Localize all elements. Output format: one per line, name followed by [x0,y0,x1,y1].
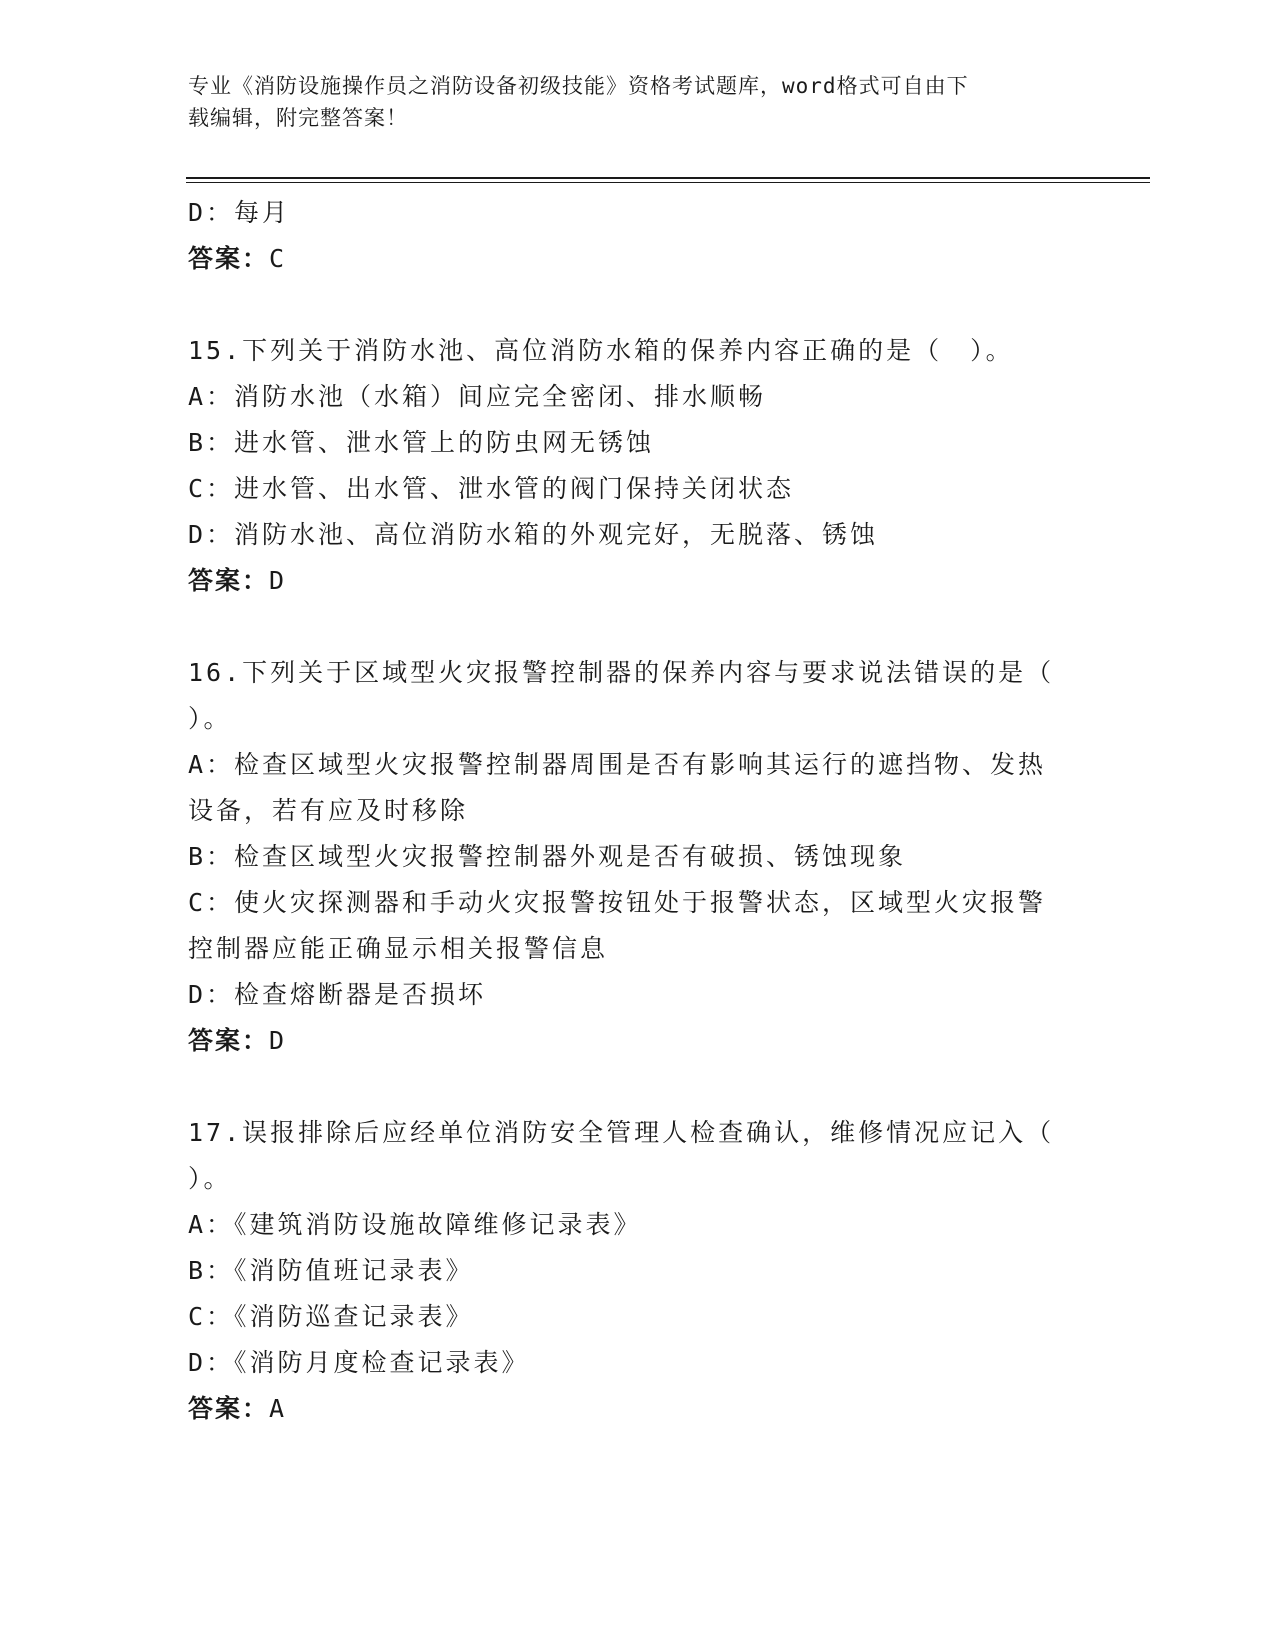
question-stem: 17.误报排除后应经单位消防安全管理人检查确认，维修情况应记入（ [188,1118,1055,1147]
header-line-2: 载编辑，附完整答案！ [188,106,408,130]
document-header [188,70,1068,134]
answer-label: 答案： [188,566,270,595]
answer-line [188,558,1068,604]
answer-line [188,1018,1068,1064]
question-16 [188,650,1068,1064]
option-d: D：消防水池、高位消防水箱的外观完好，无脱落、锈蚀 [188,520,879,549]
option-c: C：使火灾探测器和手动火灾报警按钮处于报警状态，区域型火灾报警 [188,888,1047,917]
document-body [188,190,1068,1432]
option-d: D：《消防月度检查记录表》 [188,1348,530,1377]
option-d: D：检查熔断器是否损坏 [188,980,487,1009]
question-stem: 16.下列关于区域型火灾报警控制器的保养内容与要求说法错误的是（ [188,658,1055,687]
answer-label: 答案： [188,1394,270,1423]
question-15 [188,328,1068,604]
option-b: B：检查区域型火灾报警控制器外观是否有破损、锈蚀现象 [188,842,907,871]
answer-value: D [269,566,287,595]
answer-value: C [269,244,287,273]
option-a: A：《建筑消防设施故障维修记录表》 [188,1210,642,1239]
option-c: C：《消防巡查记录表》 [188,1302,474,1331]
option-b: B：《消防值班记录表》 [188,1256,474,1285]
answer-label: 答案： [188,244,270,273]
option-d: D：每月 [188,198,291,227]
spacer [188,604,1068,650]
option-c: C：进水管、出水管、泄水管的阀门保持关闭状态 [188,474,795,503]
spacer [188,282,1068,328]
option-a: A：检查区域型火灾报警控制器周围是否有影响其运行的遮挡物、发热 [188,750,1047,779]
option-c-continuation: 控制器应能正确显示相关报警信息 [188,934,609,963]
question-17 [188,1110,1068,1432]
option-a-continuation: 设备，若有应及时移除 [188,796,469,825]
question-stem-continuation: ）。 [188,1164,232,1193]
header-rule-thick [186,177,1150,179]
spacer [188,1064,1068,1110]
answer-value: A [269,1394,287,1423]
question-stem: 15.下列关于消防水池、高位消防水箱的保养内容正确的是（ ）。 [188,336,1014,365]
header-rule-thin [186,182,1150,183]
answer-value: D [269,1026,287,1055]
header-line-1: 专业《消防设施操作员之消防设备初级技能》资格考试题库，word格式可自由下 [188,74,969,98]
option-b: B：进水管、泄水管上的防虫网无锈蚀 [188,428,655,457]
answer-line [188,1386,1068,1432]
answer-line [188,236,1068,282]
option-a: A：消防水池（水箱）间应完全密闭、排水顺畅 [188,382,767,411]
answer-label: 答案： [188,1026,270,1055]
question-stem-continuation: ）。 [188,704,232,733]
question-14-continuation [188,190,1068,282]
